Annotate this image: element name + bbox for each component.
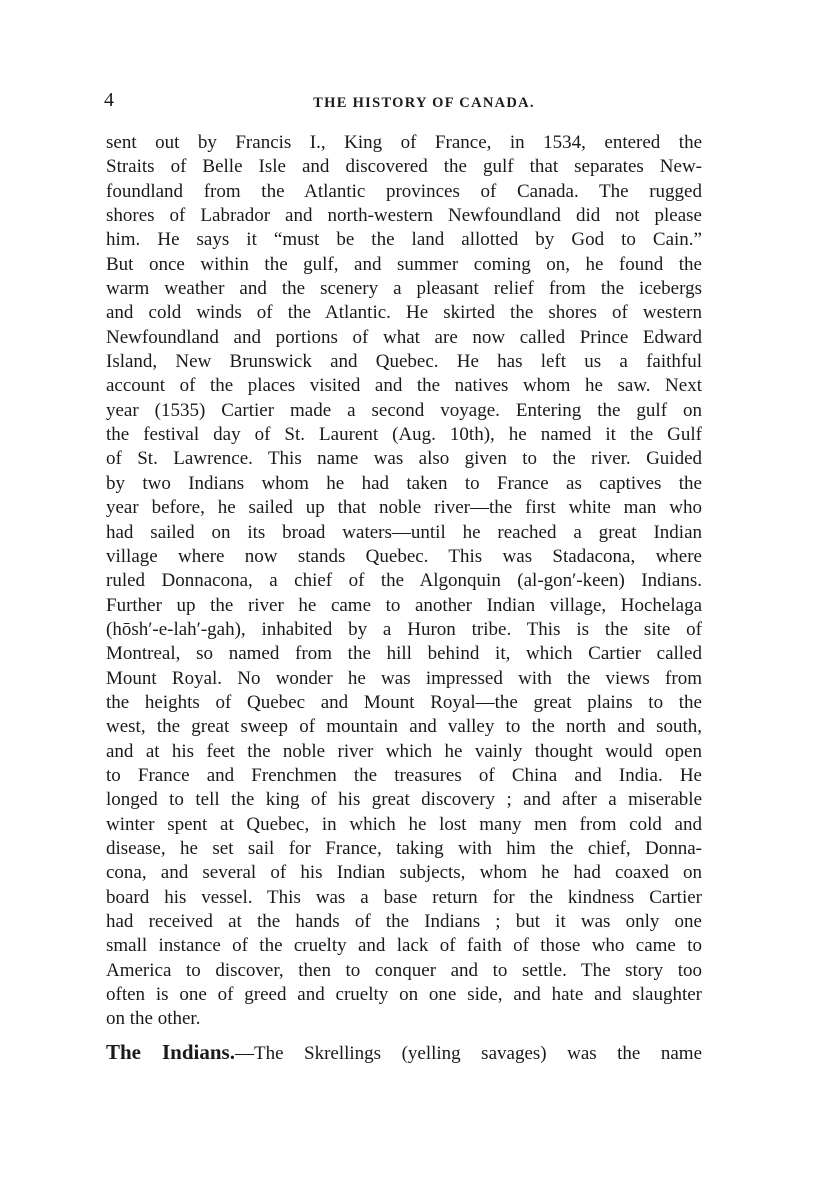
text-line: year (1535) Cartier made a second voyage. Entering the gulf on [106,399,702,421]
text-line: small instance of the cruelty and lack of faith of those who came to [106,935,702,957]
text-line: winter spent at Quebec, in which he lost many men from cold and [106,813,702,835]
text-line: often is one of greed and cruelty on one side, and hate and slaughter [106,984,702,1006]
text-line: Island, New Brunswick and Quebec. He has left us a faithful [106,351,702,373]
section-text: —The Skrellings (yelling savages) was the name [234,1042,702,1064]
text-line: Montreal, so named from the hill behind it, which Cartier called [106,643,702,665]
text-line: Newfoundland and portions of what are now called Prince Edward [106,326,702,348]
text-line: to France and Frenchmen the treasures of China and India. He [106,764,702,786]
text-line: him. He says it “must be the land allotted by God to Cain.” [106,229,702,251]
text-line: Mount Royal. No wonder he was impressed with the views from [106,667,702,689]
text-line: shores of Labrador and north-western Newfoundland did not please [106,205,702,227]
text-line: and cold winds of the Atlantic. He skirted the shores of western [106,302,702,324]
text-line: (hōsh′-e-lah′-gah), inhabited by a Huron tribe. This is the site of [106,618,702,640]
section-paragraph-start [106,1038,702,1066]
text-line: year before, he sailed up that noble river—the first white man who [106,497,702,519]
text-line: longed to tell the king of his great discovery ; and after a miserable [106,789,702,811]
text-line: Further up the river he came to another Indian village, Hochelaga [106,594,702,616]
text-line: But once within the gulf, and summer coming on, he found the [106,253,702,275]
text-line: had received at the hands of the Indians ; but it was only one [106,911,702,932]
page-number: 4 [104,89,114,111]
text-line: of St. Lawrence. This name was also given to the river. Guided [106,448,702,470]
text-line: the festival day of St. Laurent (Aug. 10th), he named it the Gulf [106,424,702,446]
body-text [106,131,702,1066]
text-line: the heights of Quebec and Mount Royal—the great plains to the [106,691,702,713]
section-heading: The Indians. [106,1039,235,1064]
text-line: by two Indians whom he had taken to France as captives the [106,472,702,494]
text-line: account of the places visited and the natives whom he saw. Next [106,375,702,397]
running-head: THE HISTORY OF CANADA. [313,95,535,111]
text-line: and at his feet the noble river which he vainly thought would open [106,740,702,762]
text-line: America to discover, then to conquer and to settle. The story too [106,959,702,981]
text-line: board his vessel. This was a base return for the kindness Cartier [106,886,702,908]
text-line: warm weather and the scenery a pleasant relief from the icebergs [106,278,702,300]
text-line: sent out by Francis I., King of France, in 1534, entered the [106,132,702,153]
text-line: west, the great sweep of mountain and valley to the north and south, [106,716,702,738]
text-line: Straits of Belle Isle and discovered the gulf that separates New- [106,156,702,178]
text-line: had sailed on its broad waters—until he reached a great Indian [106,521,702,543]
text-line: foundland from the Atlantic provinces of Canada. The rugged [106,180,702,202]
text-line: disease, he set sail for France, taking with him the chief, Donna- [106,837,702,859]
text-line: cona, and several of his Indian subjects, whom he had coaxed on [106,862,702,884]
text-line: on the other. [106,1008,201,1030]
text-line: ruled Donnacona, a chief of the Algonquin (al-gon′-keen) Indians. [106,570,702,592]
text-line: village where now stands Quebec. This was Stadacona, where [106,545,702,567]
